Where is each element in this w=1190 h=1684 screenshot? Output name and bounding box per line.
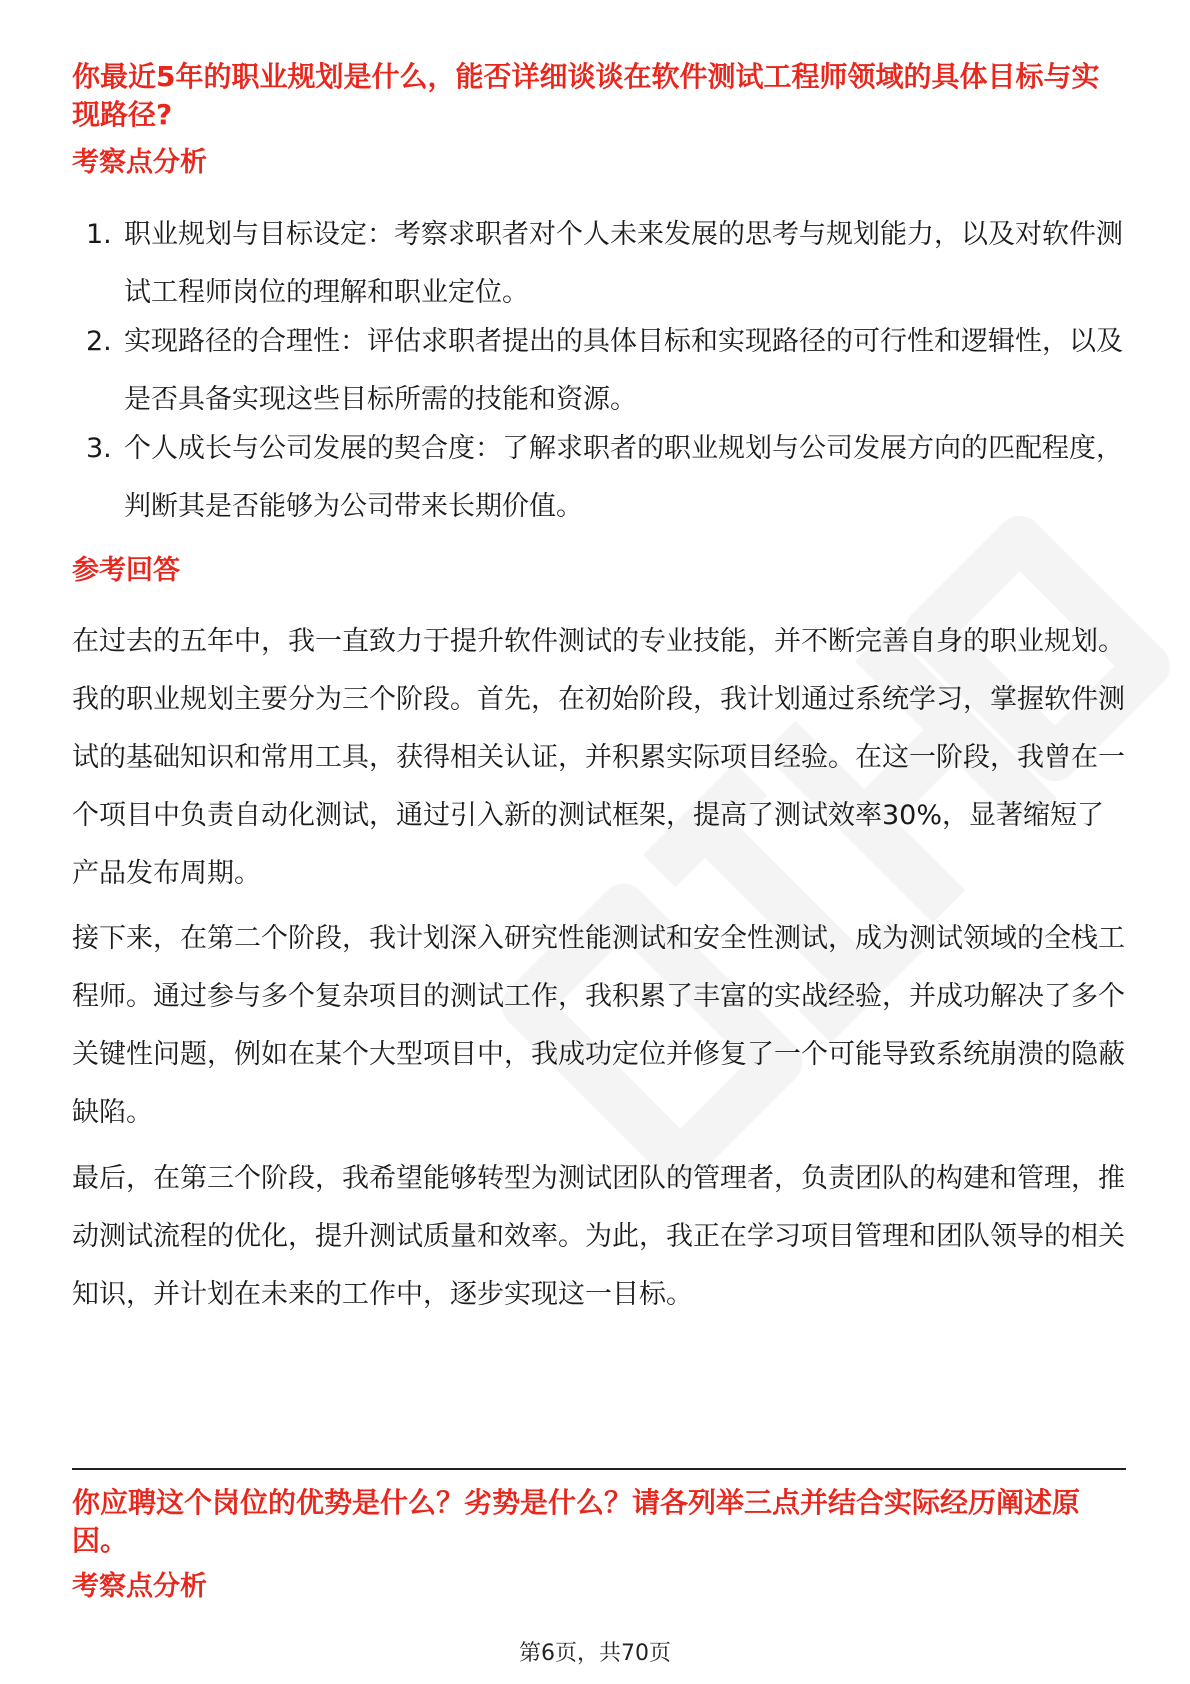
analysis-item-text: 职业规划与目标设定：考察求职者对个人未来发展的思考与规划能力，以及对软件测试工程师岗位的理解和职业定位。 (124, 219, 1123, 308)
analysis-item-number: 2. (86, 326, 112, 357)
question-title: 你应聘这个岗位的优势是什么？劣势是什么？请各列举三点并结合实际经历阐述原因。 (72, 1486, 1081, 1557)
answer-paragraph: 最后，在第三个阶段，我希望能够转型为测试团队的管理者，负责团队的构建和管理，推动测试流程的优化，提升测试质量和效率。为此，我正在学习项目管理和团队领导的相关知识，并计划在未来的工作中，逐步实现这一目标。 (72, 1163, 1125, 1310)
analysis-heading: 考察点分析 (72, 147, 207, 178)
section-divider (72, 1468, 1126, 1470)
answer-heading: 参考回答 (72, 555, 180, 586)
analysis-item-text: 实现路径的合理性：评估求职者提出的具体目标和实现路径的可行性和逻辑性，以及是否具备实现这些目标所需的技能和资源。 (124, 326, 1123, 415)
analysis-item-number: 3. (86, 433, 112, 464)
page-footer: 第6页，共70页 (519, 1641, 671, 1666)
document-page (72, 0, 1126, 1684)
analysis-item-number: 1. (86, 219, 112, 250)
question-title: 你最近5年的职业规划是什么，能否详细谈谈在软件测试工程师领域的具体目标与实现路径? (72, 60, 1100, 131)
analysis-item-text: 个人成长与公司发展的契合度：了解求职者的职业规划与公司发展方向的匹配程度，判断其是否能够为公司带来长期价值。 (124, 433, 1123, 522)
answer-paragraph: 在过去的五年中，我一直致力于提升软件测试的专业技能，并不断完善自身的职业规划。我的职业规划主要分为三个阶段。首先，在初始阶段，我计划通过系统学习，掌握软件测试的基础知识和常用工具，获得相关认证，并积累实际项目经验。在这一阶段，我曾在一个项目中负责自动化测试，通过引入新的测试框架，提高了测试效率30%，显著缩短了产品发布周期。 (72, 626, 1125, 889)
analysis-heading: 考察点分析 (72, 1571, 207, 1602)
answer-paragraph: 接下来，在第二个阶段，我计划深入研究性能测试和安全性测试，成为测试领域的全栈工程师。通过参与多个复杂项目的测试工作，我积累了丰富的实战经验，并成功解决了多个关键性问题，例如在某个大型项目中，我成功定位并修复了一个可能导致系统崩溃的隐蔽缺陷。 (72, 923, 1125, 1128)
